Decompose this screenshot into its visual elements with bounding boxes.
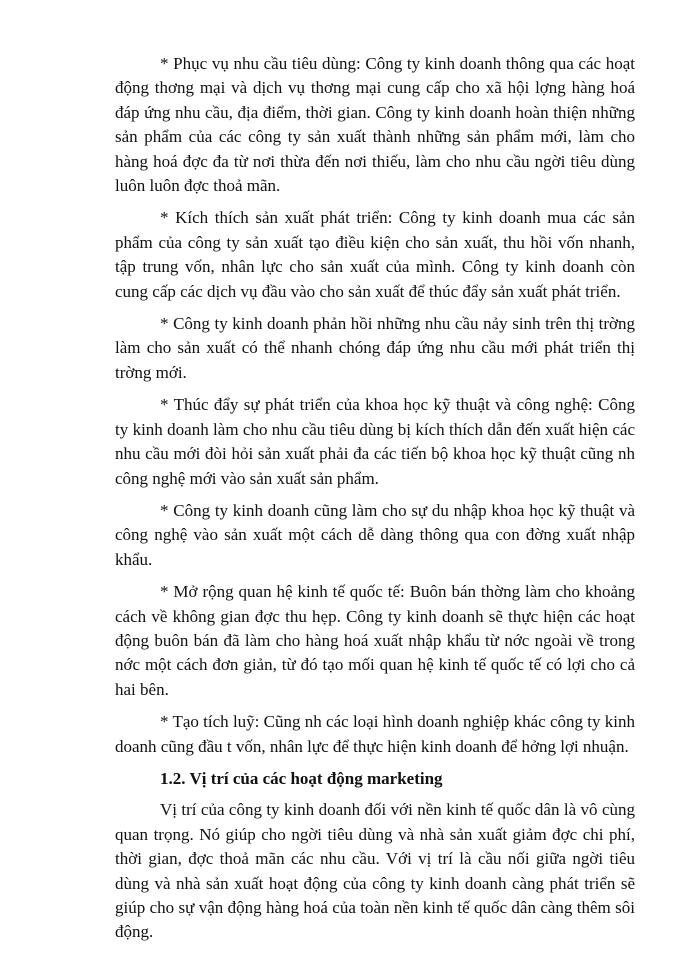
- section-heading: 1.2. Vị trí của các hoạt động marketing: [160, 768, 443, 788]
- paragraph-technology-import: * Công ty kinh doanh cũng làm cho sự du nhập khoa học kỹ thuật và công nghệ vào sản xuất một cách dễ dàng thông qua con đờng xuất nhập khẩu.: [115, 500, 635, 569]
- paragraph-marketing-position: Vị trí của công ty kinh doanh đối với nền kinh tế quốc dân là vô cùng quan trọng. Nó giúp cho ngời tiêu dùng và nhà sản xuất giảm đợc chi phí, thời gian, đợc thoả mãn các nhu cầu. Với vị trí là cầu nối giữa ngời tiêu dùng và nhà sản xuất hoạt động của công ty kinh doanh càng phát triển sẽ giúp cho sự vận động hàng hoá của toàn nền kinh tế quốc dân càng thêm sôi động.: [115, 800, 635, 942]
- paragraph-consumer-needs: * Phục vụ nhu cầu tiêu dùng: Công ty kinh doanh thông qua các hoạt động thơng mại và dịch vụ thơng mại cung cấp cho xã hội lợng hàng hoá đáp ứng nhu cầu, địa điểm, thời gian. Công ty kinh doanh hoàn thiện những sản phẩm của các công ty sản xuất thành những sản phẩm mới, làm cho hàng hoá đợc đa từ nơi thừa đến nơi thiếu, làm cho nhu cầu ngời tiêu dùng luôn luôn đợc thoả mãn.: [115, 54, 635, 196]
- paragraph-international-relations: * Mở rộng quan hệ kinh tế quốc tế: Buôn bán thờng làm cho khoảng cách về không gian đợc thu hẹp. Công ty kinh doanh sẽ thực hiện các hoạt động buôn bán đã làm cho hàng hoá xuất nhập khẩu từ nớc ngoài về trong nớc một cách đơn giản, từ đó tạo mối quan hệ kinh tế quốc tế có lợi cho cả hai bên.: [115, 582, 635, 699]
- paragraph-market-feedback: * Công ty kinh doanh phản hồi những nhu cầu nảy sinh trên thị trờng làm cho sản xuất có thể nhanh chóng đáp ứng nhu cầu mới phát triển thị trờng mới.: [115, 314, 635, 382]
- paragraph-stimulate-production: * Kích thích sản xuất phát triển: Công ty kinh doanh mua các sản phẩm của công ty sản xuất tạo điều kiện cho sản xuất, thu hồi vốn nhanh, tập trung vốn, nhân lực cho sản xuất của mình. Công ty kinh doanh còn cung cấp các dịch vụ đầu vào cho sản xuất để thúc đẩy sản xuất phát triển.: [115, 208, 635, 301]
- paragraph-accumulation: * Tạo tích luỹ: Cũng nh các loại hình doanh nghiệp khác công ty kinh doanh cũng đầu t vốn, nhân lực để thực hiện kinh doanh để hởng lợi nhuận.: [115, 712, 635, 756]
- document-body: [115, 52, 635, 953]
- paragraph-science-technology: * Thúc đẩy sự phát triển của khoa học kỹ thuật và công nghệ: Công ty kinh doanh làm cho nhu cầu tiêu dùng bị kích thích dẫn đến xuất hiện các nhu cầu mới đòi hỏi sản xuất phải đa các tiến bộ khoa học kỹ thuật cũng nh công nghệ mới vào sản xuất sản phẩm.: [115, 395, 635, 488]
